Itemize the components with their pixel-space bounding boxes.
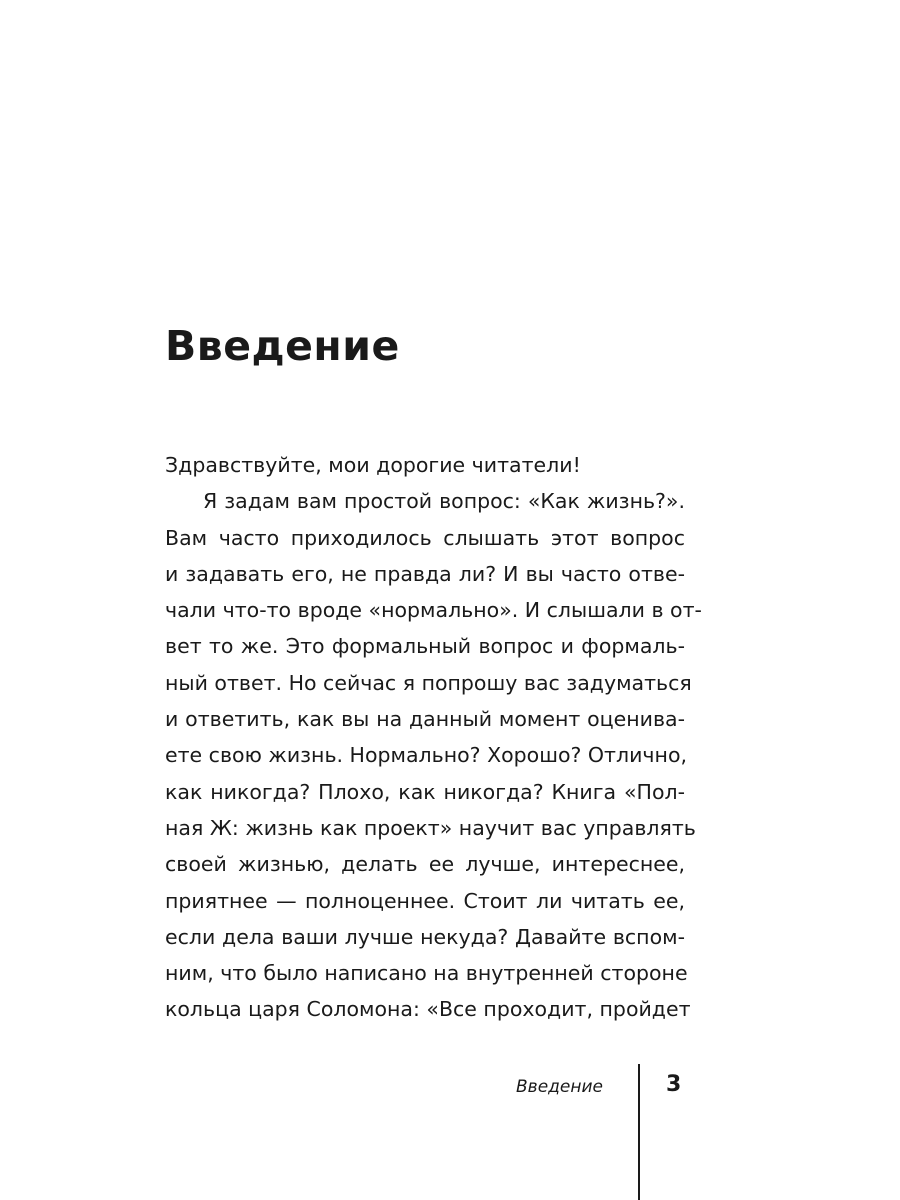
paragraph-line: чали что-то вроде «нормально». И слышали в от-	[165, 598, 702, 623]
paragraph-line: кольца царя Соломона: «Все проходит, пройдет	[165, 997, 691, 1022]
paragraph-line: ним, что было написано на внутренней стороне	[165, 961, 688, 986]
folio-divider	[638, 1064, 640, 1200]
paragraph-line: ный ответ. Но сейчас я попрошу вас задуматься	[165, 670, 692, 695]
running-title: Введение	[516, 1077, 603, 1097]
paragraph-line: если дела ваши лучше некуда? Давайте вспом-	[165, 924, 685, 949]
paragraph-line: своей жизнью, делать ее лучше, интереснее,	[165, 852, 685, 877]
body-text	[165, 447, 702, 1028]
paragraph-line: приятнее — полноценнее. Стоит ли читать ее,	[165, 888, 685, 913]
paragraph-line: и задавать его, не правда ли? И вы часто отве-	[165, 561, 685, 586]
paragraph-line: как никогда? Плохо, как никогда? Книга «Пол-	[165, 779, 685, 804]
paragraph-line: ете свою жизнь. Нормально? Хорошо? Отлично,	[165, 743, 687, 768]
paragraph-line: и ответить, как вы на данный момент оценива-	[165, 707, 685, 732]
page-number: 3	[666, 1072, 682, 1097]
paragraph-line: ная Ж: жизнь как проект» научит вас управлять	[165, 815, 696, 840]
chapter-title: Введение	[165, 322, 400, 370]
paragraph-line: вет то же. Это формальный вопрос и формаль-	[165, 634, 685, 659]
paragraph-line: Вам часто приходилось слышать этот вопрос	[165, 525, 685, 550]
greeting-line: Здравствуйте, мои дорогие читатели!	[165, 453, 581, 477]
paragraph-line: Я задам вам простой вопрос: «Как жизнь?».	[203, 489, 685, 514]
